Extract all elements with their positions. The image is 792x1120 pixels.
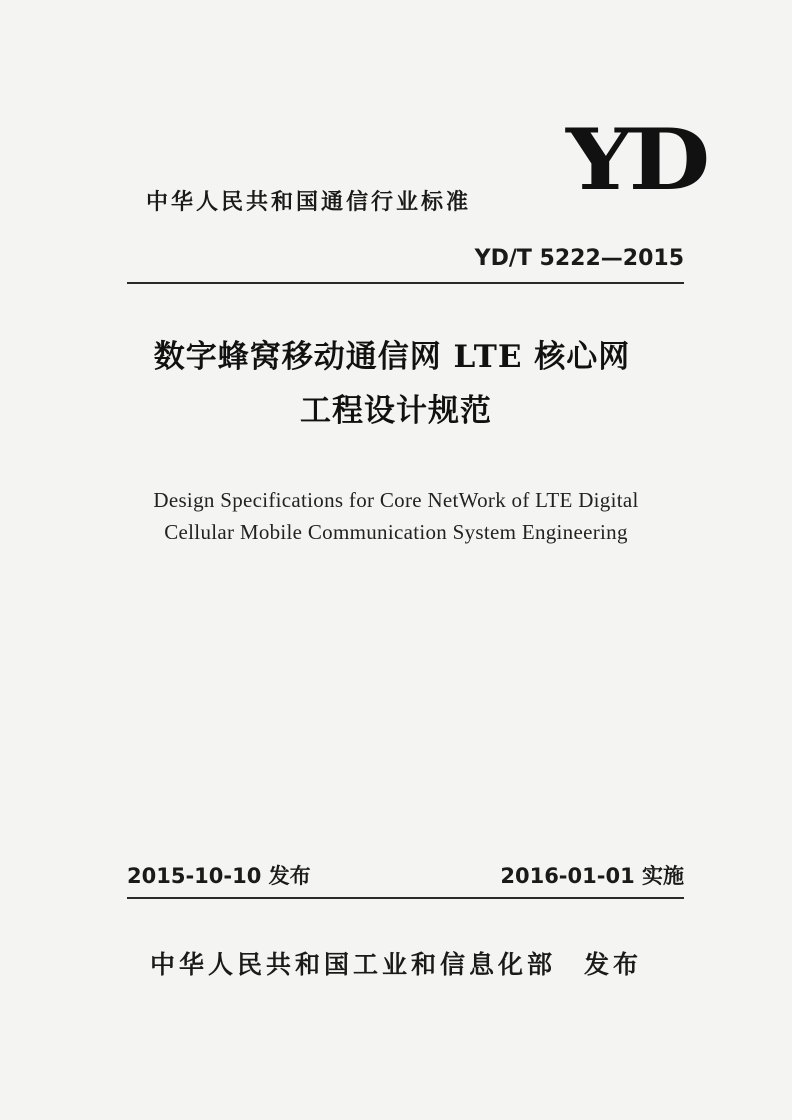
top-divider [127,282,684,284]
title-en-line1: Design Specifications for Core NetWork of LTE Digital [153,488,639,512]
yd-logo: YD [566,110,706,209]
title-en-line2: Cellular Mobile Communication System Engineering [164,520,628,544]
title-cn-line1: 数字蜂窝移动通信网 LTE 核心网 [153,339,631,375]
standard-number: YD/T 5222—2015 [474,246,684,271]
issuer-category: 中华人民共和国通信行业标准 [146,190,472,215]
publisher-name: 中华人民共和国工业和信息化部 [149,950,556,979]
bottom-divider [127,897,684,899]
publisher-line [0,945,792,981]
issue-date: 2015-10-10 发布 [127,864,311,888]
publisher-action: 发布 [584,950,643,979]
title-cn-line2: 工程设计规范 [300,393,492,429]
implementation-date: 2016-01-01 实施 [500,864,684,888]
